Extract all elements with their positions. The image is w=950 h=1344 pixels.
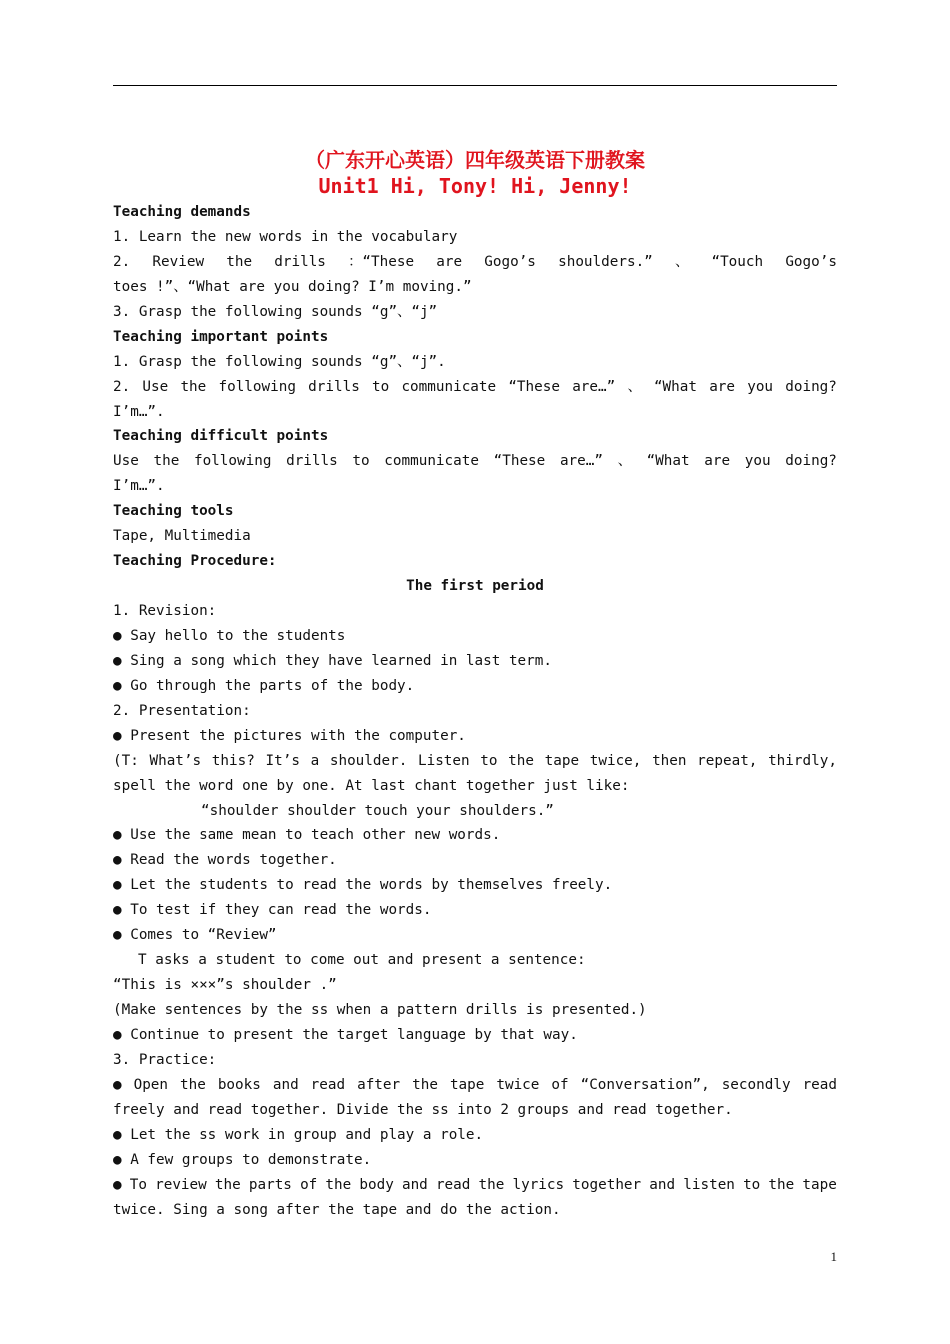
word: following: [218, 378, 296, 395]
title-unit: Unit1 Hi, Tony! Hi, Jenny!: [318, 174, 632, 198]
word: after: [357, 1076, 401, 1093]
presentation-bullet-7: ● Continue to present the target language by that way.: [113, 1026, 578, 1043]
presentation-bullet-1: ● Present the pictures with the computer.: [113, 727, 466, 744]
word: tape: [544, 752, 580, 769]
word: are: [709, 378, 736, 395]
heading-important-points: Teaching important points: [113, 328, 329, 345]
word: 2.: [113, 378, 131, 395]
word: 2.: [113, 253, 131, 270]
practice-bullet-1-continued: freely and read together. Divide the ss into 2 groups and read together.: [113, 1101, 733, 1118]
tools-text: Tape, Multimedia: [113, 528, 251, 545]
word: you: [744, 453, 771, 470]
word: drills: [286, 453, 338, 470]
word: the: [768, 1176, 795, 1193]
word: “These: [493, 453, 546, 470]
word: drills: [308, 378, 360, 395]
presentation-chant: “shoulder shoulder touch your shoulders.”: [201, 802, 554, 819]
demands-item-3: 3. Grasp the following sounds “g”、“j”: [113, 303, 438, 320]
word: books: [217, 1076, 261, 1093]
presentation-teacher-note: [113, 749, 837, 774]
demands-item-1: 1. Learn the new words in the vocabulary: [113, 228, 458, 245]
presentation-ask: T asks a student to come out and present a sentence:: [138, 952, 586, 969]
important-item-1: 1. Grasp the following sounds “g”、“j”.: [113, 353, 446, 370]
word: “Touch: [711, 253, 764, 270]
revision-bullet-3: ● Go through the parts of the body.: [113, 677, 415, 694]
important-item-2-continued: I’m…”.: [113, 403, 165, 420]
presentation-bullet-2: ● Use the same mean to teach other new words.: [113, 827, 501, 844]
presentation-bullet-3: ● Read the words together.: [113, 852, 337, 869]
page-number: 1: [830, 1249, 837, 1264]
word: twice: [496, 1076, 540, 1093]
word: “What: [653, 378, 697, 395]
word: are: [704, 453, 731, 470]
word: 、: [617, 453, 632, 470]
period-title: The first period: [406, 578, 544, 595]
word: Gogo’s: [785, 253, 837, 270]
demands-item-2-continued: toes !”、“What are you doing? I’m moving.”: [113, 278, 472, 295]
word: the: [180, 1076, 206, 1093]
word: the: [226, 253, 253, 270]
word: “Conversation”,: [580, 1076, 710, 1093]
word: To: [129, 1176, 147, 1193]
word: the: [325, 1176, 352, 1193]
word: read: [802, 1076, 837, 1093]
demands-item-2: [113, 250, 837, 275]
word: 、: [674, 253, 690, 270]
heading-teaching-procedure: Teaching Procedure:: [113, 553, 277, 570]
word: the: [508, 752, 534, 769]
word: listen: [683, 1176, 735, 1193]
word: body: [359, 1176, 394, 1193]
practice-bullet-1: [113, 1073, 837, 1098]
word: to: [372, 378, 390, 395]
heading-difficult-points: Teaching difficult points: [113, 428, 329, 445]
document-body: [113, 200, 837, 1222]
word: this?: [211, 752, 255, 769]
word: to: [480, 752, 498, 769]
word: the: [180, 378, 207, 395]
word: “These: [508, 378, 560, 395]
word: to: [352, 453, 370, 470]
word: read: [310, 1076, 346, 1093]
word: a: [310, 752, 320, 769]
word: parts: [248, 1176, 292, 1193]
word: Use: [142, 378, 169, 395]
word: doing?: [785, 378, 837, 395]
word: doing?: [785, 453, 837, 470]
revision-bullet-2: ● Sing a song which they have learned in last term.: [113, 652, 552, 669]
practice-bullet-2: ● Let the ss work in group and play a role.: [113, 1126, 484, 1143]
word: drills: [274, 253, 326, 270]
word: Listen: [417, 752, 470, 769]
word: are…”: [572, 378, 616, 395]
word: What’s: [149, 752, 202, 769]
word: ●: [113, 1176, 122, 1193]
difficult-item-1: [113, 449, 837, 474]
word: Open: [133, 1076, 169, 1093]
word: and: [272, 1076, 299, 1093]
section-revision: 1. Revision:: [113, 603, 217, 619]
section-practice: 3. Practice:: [113, 1051, 217, 1068]
presentation-bullet-4: ● Let the students to read the words by themselves freely.: [113, 877, 613, 894]
word: “What: [646, 453, 690, 470]
word: of: [551, 1076, 569, 1093]
word: Review: [152, 253, 205, 270]
word: secondly: [721, 1076, 791, 1093]
word: shoulders.”: [558, 253, 653, 270]
word: Use: [113, 453, 139, 470]
word: then: [652, 752, 687, 769]
practice-bullet-4-continued: twice. Sing a song after the tape and do the action.: [113, 1201, 561, 1218]
heading-teaching-tools: Teaching tools: [113, 503, 234, 520]
word: read: [435, 1176, 471, 1193]
word: tape: [449, 1076, 485, 1093]
practice-bullet-4: [113, 1173, 837, 1198]
word: the: [214, 1176, 241, 1193]
word: and: [401, 1176, 428, 1193]
word: lyrics: [512, 1176, 565, 1193]
word: the: [153, 453, 180, 470]
word: 、: [627, 378, 642, 395]
word: are…”: [559, 453, 603, 470]
word: Gogo’s: [484, 253, 536, 270]
difficult-item-1-continued: I’m…”.: [113, 478, 165, 495]
section-presentation: 2. Presentation:: [113, 702, 251, 719]
presentation-teacher-note-continued: spell the word one by one. At last chant together just like:: [113, 777, 630, 794]
presentation-bullet-5: ● To test if they can read the words.: [113, 902, 432, 919]
word: (T:: [113, 752, 139, 769]
word: of: [300, 1176, 318, 1193]
word: together: [572, 1176, 642, 1193]
word: review: [155, 1176, 207, 1193]
presentation-bullet-6: ● Comes to “Review”: [113, 927, 277, 944]
word: repeat,: [697, 752, 758, 769]
word: communicate: [384, 453, 479, 470]
presentation-example-sentence: “This is ×××”s shoulder .”: [113, 977, 337, 994]
word: shoulder.: [329, 752, 408, 769]
word: twice,: [589, 752, 642, 769]
practice-bullet-3: ● A few groups to demonstrate.: [113, 1151, 372, 1168]
word: ：“These: [348, 253, 415, 270]
word: It’s: [265, 752, 300, 769]
important-item-2: [113, 375, 837, 400]
word: and: [649, 1176, 676, 1193]
word: the: [412, 1076, 438, 1093]
word: tape: [802, 1176, 837, 1193]
heading-teaching-demands: Teaching demands: [113, 204, 251, 220]
word: communicate: [401, 378, 497, 395]
word: you: [747, 378, 774, 395]
word: are: [436, 253, 463, 270]
word: to: [743, 1176, 761, 1193]
word: thirdly,: [768, 752, 837, 769]
word: ●: [113, 1076, 122, 1093]
header-rule: [113, 85, 837, 86]
title-chinese: （广东开心英语）四年级英语下册教案: [305, 148, 645, 172]
word: following: [193, 453, 272, 470]
word: the: [478, 1176, 505, 1193]
presentation-make-note: (Make sentences by the ss when a pattern drills is presented.): [113, 1002, 647, 1018]
revision-bullet-1: ● Say hello to the students: [113, 627, 346, 644]
